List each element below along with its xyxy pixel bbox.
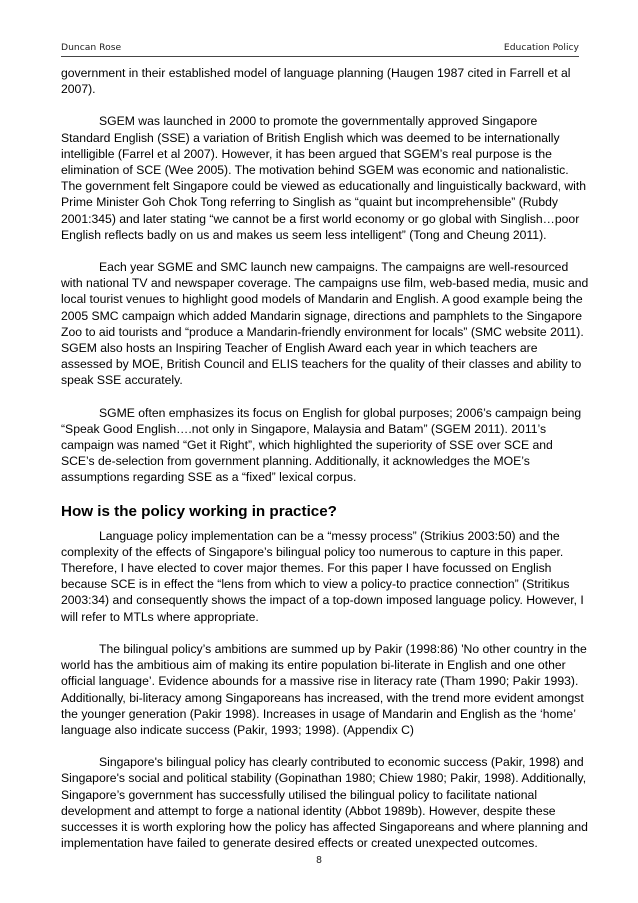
- paragraph-sgem-launch: SGEM was launched in 2000 to promote the governmentally approved Singapore Standard English (SSE) a variation of British English which was deemed to be internationally intelligible (Farrel et al 2007). However, it has been argued that SGEM’s real purpose is the elimination of SCE (Wee 2005). The motivation behind SGEM was economic and nationalistic. The government felt Singapore could be viewed as educationally and linguistically backward, with Prime Minister Goh Chok Tong referring to Singlish as “quaint but incomprehensible” (Rubdy 2001:345) and later stating “we cannot be a first world economy or go global with Singlish…poor English reflects badly on us and makes us seem less intelligent” (Tong and Cheung 2011).: [61, 114, 587, 242]
- header-divider: [61, 56, 579, 57]
- paragraph-economic-success: Singapore's bilingual policy has clearly contributed to economic success (Pakir, 1998) and Singapore's social and political stability (Gopinathan 1980; Chiew 1980; Pakir, 1998). Additionally, Singapore’s government has successfully utilised the bilingual policy to facilitate national development and attempt to forge a national identity (Abbot 1989b). However, despite these successes it is worth exploring how the policy has affected Singaporeans and where planning and implementation have failed to generate desired effects or created unexpected outcomes.: [61, 755, 588, 851]
- header-title: Education Policy: [503, 42, 579, 53]
- page-footer: [0, 855, 638, 866]
- header-author: Duncan Rose: [61, 42, 122, 53]
- section-heading: How is the policy working in practice?: [61, 502, 337, 520]
- paragraph-implementation: Language policy implementation can be a “messy process” (Strikius 2003:50) and the complexity of the effects of Singapore’s bilingual policy too numerous to capture in this paper. Therefore, I have elected to cover major themes. For this paper I have focussed on English because SCE is in effect the “lens from which to view a policy-to practice connection” (Stritikus 2003:34) and consequently shows the impact of a top-down imposed language policy. However, I will refer to MTLs where appropriate.: [61, 528, 584, 624]
- paragraph-global-focus: SGME often emphasizes its focus on English for global purposes; 2006’s campaign being “Speak Good English….not only in Singapore, Malaysia and Batam” (SGEM 2011). 2011’s campaign was named “Get it Right”, which highlighted the superiority of SSE over SCE and SCE’s de-selection from government planning. Additionally, it acknowledges the MOE’s assumptions regarding SSE as a “fixed” lexical corpus.: [61, 405, 582, 485]
- paragraph-campaigns: Each year SGME and SMC launch new campaigns. The campaigns are well-resourced with national TV and newspaper coverage. The campaigns use film, web-based media, music and local tourist venues to highlight good models of Mandarin and English. A good example being the 2005 SMC campaign which added Mandarin signage, directions and pamphlets to the Singapore Zoo to aid tourists and “produce a Mandarin-friendly environment for locals” (SMC website 2011). SGEM also hosts an Inspiring Teacher of English Award each year in which teachers are assessed by MOE, British Council and ELIS teachers for the quality of their classes and ability to speak SSE accurately.: [61, 260, 589, 388]
- page-body: [61, 65, 589, 867]
- page-number: 8: [315, 855, 323, 866]
- paragraph-bilingual-ambitions: The bilingual policy’s ambitions are summed up by Pakir (1998:86) 'No other country in the world has the ambitious aim of making its entire population bi-literate in English and one other official language’. Evidence abounds for a massive rise in literacy rate (Tham 1990; Pakir 1993). Additionally, bi-literacy among Singaporeans has increased, with the trend more evident amongst the younger generation (Pakir 1998). Increases in usage of Mandarin and English as the ‘home’ language also indicate success (Pakir, 1993; 1998). (Appendix C): [61, 641, 587, 737]
- paragraph-continuation: government in their established model of language planning (Haugen 1987 cited in Farrell et al 2007).: [61, 66, 571, 97]
